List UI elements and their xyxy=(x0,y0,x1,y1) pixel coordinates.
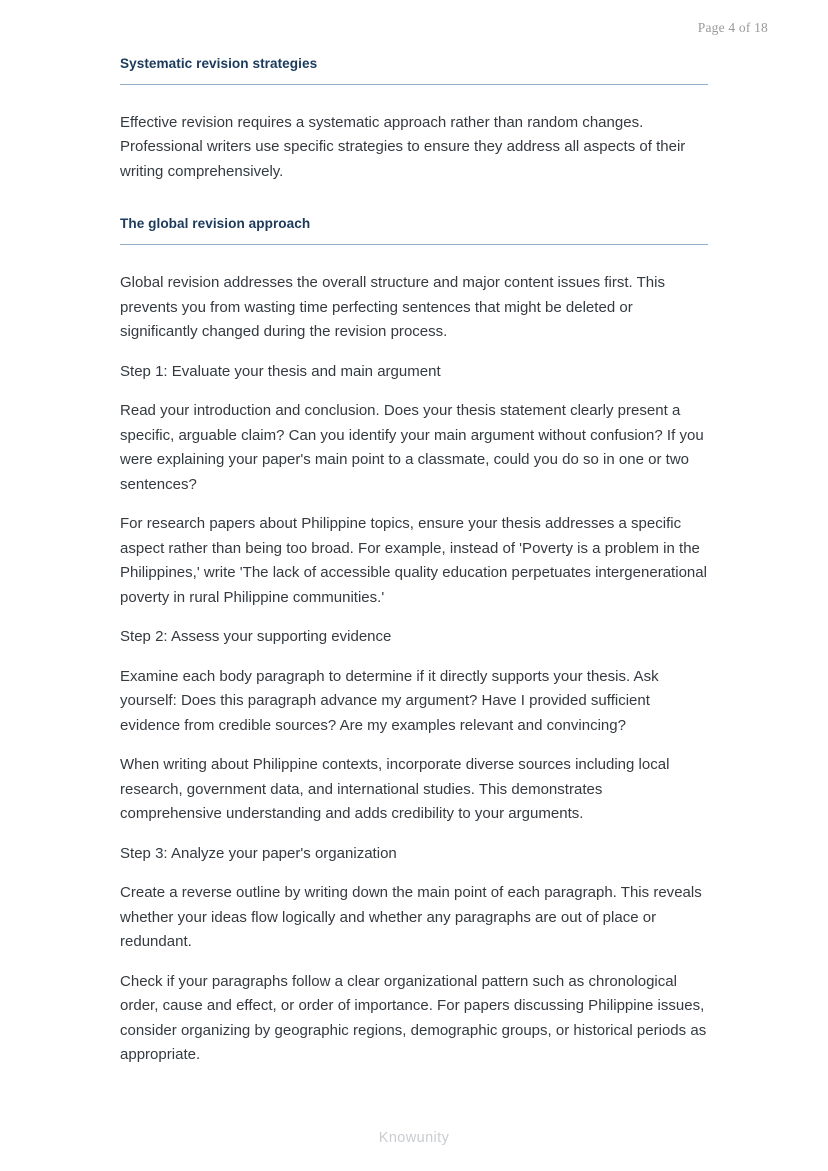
footer-watermark: Knowunity xyxy=(378,1130,450,1146)
step-label: Step 1: Evaluate your thesis and main argument xyxy=(120,362,441,380)
document-content xyxy=(120,56,708,1068)
section-heading: The global revision approach xyxy=(120,216,708,245)
paragraph: Read your introduction and conclusion. Does your thesis statement clearly present a specific, arguable claim? Can you identify your main argument without confusion? If you were explaining your paper's main point to a classmate, could you do so in one or two sentences? xyxy=(120,402,704,493)
paragraph: Global revision addresses the overall structure and major content issues first. This prevents you from wasting time perfecting sentences that might be deleted or significantly changed during the revision process. xyxy=(120,274,665,341)
paragraph: Examine each body paragraph to determine if it directly supports your thesis. Ask yourself: Does this paragraph advance my argument? Have I provided sufficient evidence from credible sources? Are my examples relevant and convincing? xyxy=(120,667,659,734)
section-the-global-revision-approach xyxy=(120,216,708,245)
paragraph: Effective revision requires a systematic approach rather than random changes. Professional writers use specific strategies to ensure they address all aspects of their writing comprehensively. xyxy=(120,113,686,180)
page-number-header: Page 4 of 18 xyxy=(697,20,768,35)
section-systematic-revision-strategies xyxy=(120,56,708,85)
paragraph: When writing about Philippine contexts, incorporate diverse sources including local research, government data, and international studies. This demonstrates comprehensive understanding and adds credibility to your arguments. xyxy=(120,756,670,823)
step-label: Step 3: Analyze your paper's organization xyxy=(120,844,397,862)
paragraph: For research papers about Philippine topics, ensure your thesis addresses a specific aspect rather than being too broad. For example, instead of 'Poverty is a problem in the Philippines,' write 'The lack of accessible quality education perpetuates intergenerational poverty in rural Philippine communities.' xyxy=(120,515,707,606)
section-heading: Systematic revision strategies xyxy=(120,56,708,85)
step-label: Step 2: Assess your supporting evidence xyxy=(120,628,392,646)
paragraph: Create a reverse outline by writing down the main point of each paragraph. This reveals whether your ideas flow logically and whether any paragraphs are out of place or redundant. xyxy=(120,884,702,951)
paragraph: Check if your paragraphs follow a clear organizational pattern such as chronological order, cause and effect, or order of importance. For papers discussing Philippine issues, consider organizing by geographic regions, demographic groups, or historical periods as appropriate. xyxy=(120,972,707,1064)
